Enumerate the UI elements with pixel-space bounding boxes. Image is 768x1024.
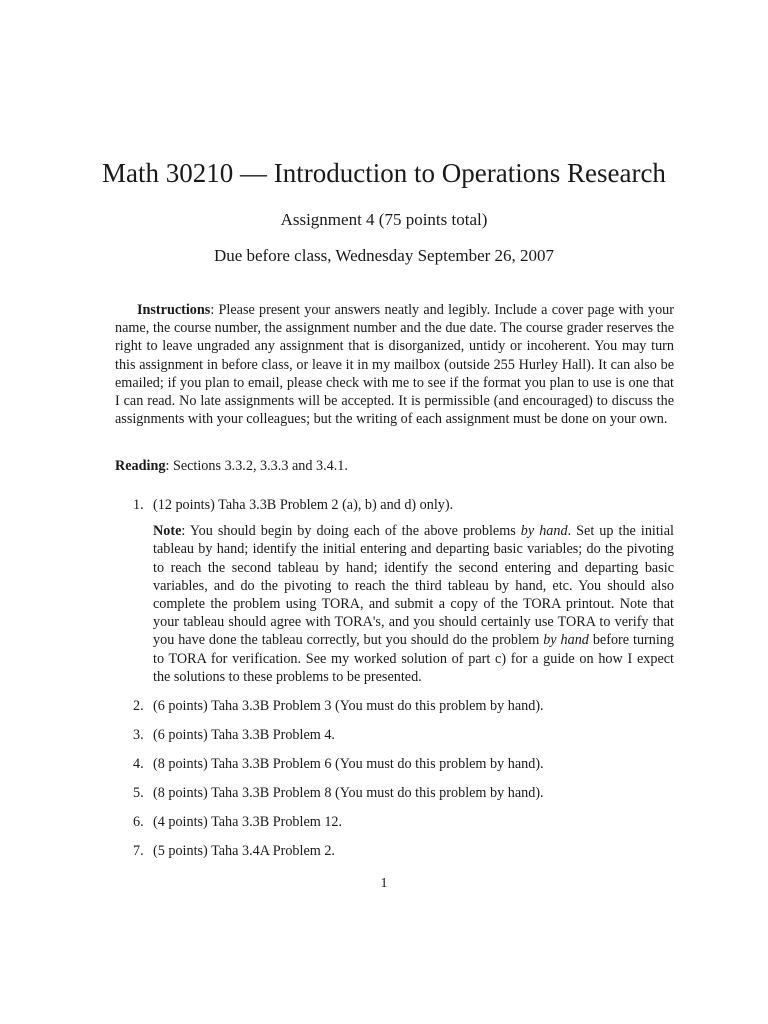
reading-paragraph [115,457,674,475]
problem-item [115,784,674,802]
problem-number: 1. [133,497,144,513]
problem-text: (4 points) Taha 3.3B Problem 12. [153,814,343,831]
page-number: 1 [380,876,388,891]
problem-number: 7. [133,843,144,860]
instructions-label: Instructions [137,302,211,318]
problem-number: 2. [133,697,144,714]
problem-item [115,813,674,831]
problem-item [115,726,674,744]
assignment-subtitle: Assignment 4 (75 points total) [280,210,488,229]
problem-text: (6 points) Taha 3.3B Problem 3 (You must do this problem by hand). [153,697,544,714]
note-emphasis: by hand [520,523,568,540]
instructions-paragraph [115,301,674,428]
reading-text: : Sections 3.3.2, 3.3.3 and 3.4.1. [165,458,348,474]
due-date-subtitle: Due before class, Wednesday September 26, 2007 [213,246,555,265]
problem-note [153,522,674,686]
problem-text: (5 points) Taha 3.4A Problem 2. [153,843,335,860]
problem-text: (6 points) Taha 3.3B Problem 4. [153,727,335,744]
note-emphasis: by hand [543,632,589,649]
problem-item [115,496,674,686]
instructions-text: : Please present your answers neatly and legibly. Include a cover page with your name, the course number, the assignment number and the due date. The course grader reserves the right to leave ungraded any assignment that is disorganized, untidy or incoherent. You may turn this assignment in before class, or leave it in my mailbox (outside 255 Hurley Hall). It can also be emailed; if you plan to email, please check with me to see if the format you plan to use is one that I can read. No late assignments will be accepted. It is permissible (and encouraged) to discuss the assignments with your colleagues; but the writing of each assignment must be done on your own. [115,302,674,428]
problem-number: 4. [133,756,144,773]
problem-text: (8 points) Taha 3.3B Problem 8 (You must do this problem by hand). [153,785,544,802]
note-text-part3: before turning to TORA for verification. See my worked solution of part c) for a guide on how I expect the solutions to these problems to be presented. [153,632,674,685]
reading-label: Reading [115,458,166,474]
problem-item [115,755,674,773]
problem-item [115,842,674,860]
problem-number: 5. [133,785,144,802]
note-label: Note [153,523,182,540]
problem-list [115,496,674,871]
problem-number: 6. [133,814,144,831]
problem-number: 3. [133,727,144,744]
problem-item [115,697,674,715]
problem-text: (8 points) Taha 3.3B Problem 6 (You must do this problem by hand). [153,756,544,773]
problem-text: (12 points) Taha 3.3B Problem 2 (a), b) and d) only). [153,497,454,513]
note-text-part1: : You should begin by doing each of the above problems [181,523,521,540]
note-text-part2: . Set up the initial tableau by hand; identify the initial entering and departing basic variables; do the pivoting to reach the second tableau by hand; identify the second entering and departing basic variables, and do the pivoting to reach the third tableau by hand, etc. You should also complete the problem using TORA, and submit a copy of the TORA printout. Note that your tableau should agree with TORA's, and you should certainly use TORA to verify that you have done the tableau correctly, but you should do the problem [153,523,674,649]
page-title: Math 30210 — Introduction to Operations Research [102,158,666,188]
